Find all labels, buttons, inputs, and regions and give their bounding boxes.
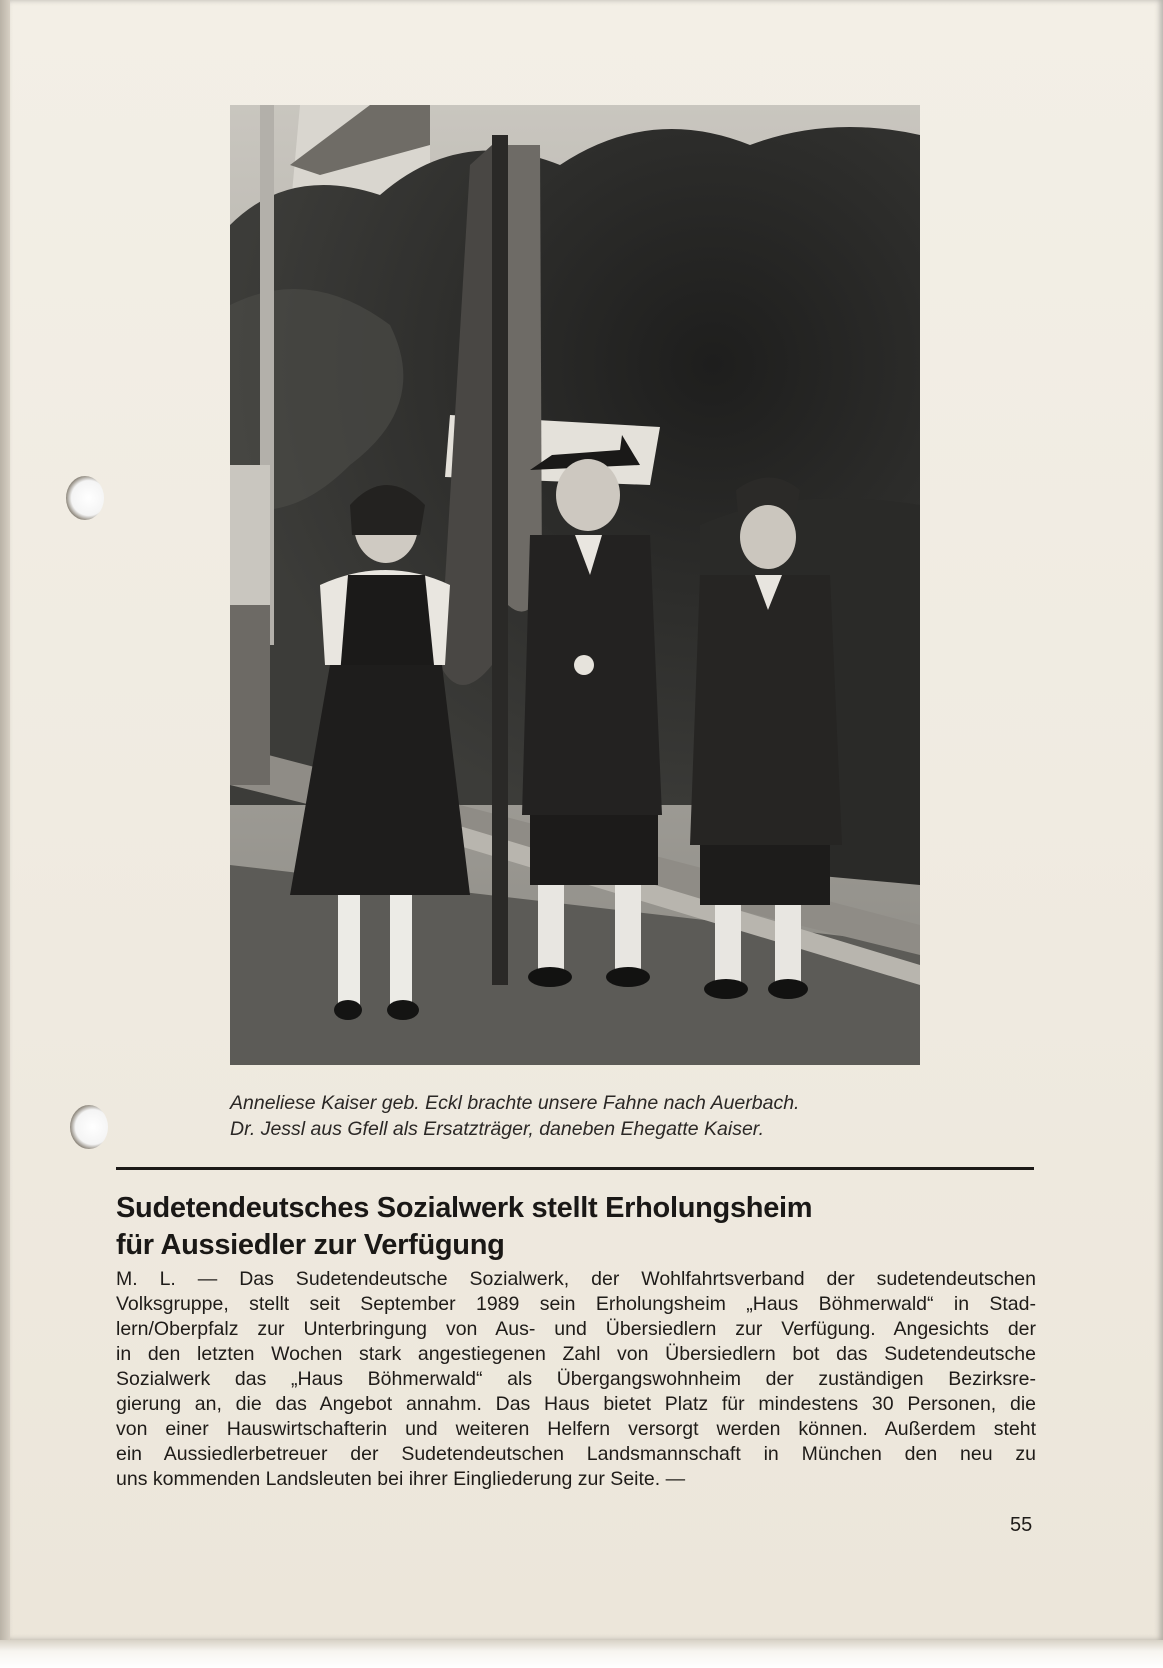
photo-caption — [230, 1090, 930, 1142]
punch-hole-icon — [70, 1105, 108, 1149]
article-line: Volksgruppe, stellt seit September 1989 sein Erholungsheim „Haus Böhmerwald“ in Stad- — [116, 1293, 1036, 1315]
punch-hole-icon — [66, 476, 104, 520]
article-line: ein Aussiedlerbetreuer der Sudetendeutschen Landsmannschaft in München den neu zu — [116, 1443, 1036, 1465]
caption-line: Dr. Jessl aus Gfell als Ersatzträger, daneben Ehegatte Kaiser. — [230, 1118, 764, 1140]
article-body — [116, 1267, 1036, 1492]
article-line: lern/Oberpfalz zur Unterbringung von Aus- und Übersiedlern zur Verfügung. Angesichts der — [116, 1318, 1036, 1340]
page-bottom-edge — [0, 1640, 1163, 1668]
article-line: Sozialwerk das „Haus Böhmerwald“ als Übergangswohnheim der zuständigen Bezirksre- — [116, 1368, 1036, 1390]
article-headline — [116, 1190, 1036, 1264]
headline-line: Sudetendeutsches Sozialwerk stellt Erholungsheim — [116, 1192, 813, 1224]
page-number: 55 — [1010, 1514, 1033, 1536]
article-line: uns kommenden Landsleuten bei ihrer Eingliederung zur Seite. — — [116, 1468, 686, 1490]
article-line: in den letzten Wochen stark angestiegenen Zahl von Übersiedlern bot das Sudetendeutsche — [116, 1343, 1036, 1365]
photo-icon — [230, 105, 920, 1065]
article-line: von einer Hauswirtschafterin und weiteren Helfern versorgt werden können. Außerdem steht — [116, 1418, 1036, 1440]
article-line: gierung an, die das Angebot annahm. Das Haus bietet Platz für mindestens 30 Personen, die — [116, 1393, 1036, 1415]
section-divider — [116, 1167, 1034, 1170]
black-white-photo — [230, 105, 920, 1065]
article-line: M. L. — Das Sudetendeutsche Sozialwerk, der Wohlfahrtsverband der sudetendeutschen — [116, 1268, 1036, 1290]
caption-line: Anneliese Kaiser geb. Eckl brachte unsere Fahne nach Auerbach. — [230, 1092, 800, 1114]
headline-line: für Aussiedler zur Verfügung — [116, 1229, 505, 1261]
